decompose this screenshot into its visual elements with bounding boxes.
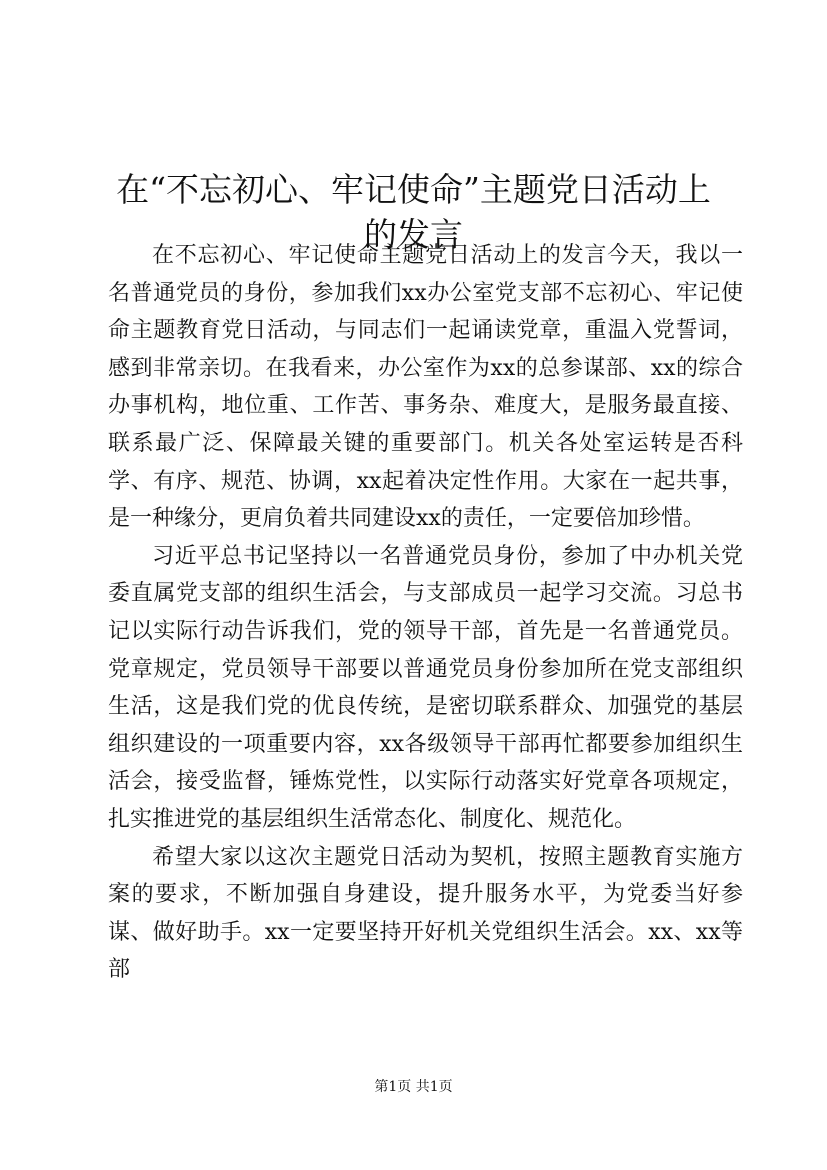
document-title: 在“不忘初心、牢记使命”主题党日活动上的发言 — [116, 170, 711, 255]
paragraph-1: 在不忘初心、牢记使命主题党日活动上的发言今天，我以一名普通党员的身份，参加我们xx办公室党支部不忘初心、牢记使命主题教育党日活动，与同志们一起诵读党章，重温入党誓词，感到非常亲切。在我看来，办公室作为xx的总参谋部、xx的综合办事机构，地位重、工作苦、事务杂、难度大，是服务最直接、联系最广泛、保障最关键的重要部门。机关各处室运转是否科学、有序、规范、协调，xx起着决定性作用。大家在一起共事，是一种缘分，更肩负着共同建设xx的责任，一定要倍加珍惜。 — [108, 243, 743, 532]
page-number-footer: 第1页 共1页 — [374, 1079, 453, 1095]
document-body — [108, 237, 743, 989]
paragraph-3: 希望大家以这次主题党日活动为契机，按照主题教育实施方案的要求，不断加强自身建设，提升服务水平，为党委当好参谋、做好助手。xx一定要坚持开好机关党组织生活会。xx、xx等部 — [108, 844, 743, 983]
paragraph-2: 习近平总书记坚持以一名普通党员身份，参加了中办机关党委直属党支部的组织生活会，与支部成员一起学习交流。习总书记以实际行动告诉我们，党的领导干部，首先是一名普通党员。党章规定，党员领导干部要以普通党员身份参加所在党支部组织生活，这是我们党的优良传统，是密切联系群众、加强党的基层组织建设的一项重要内容，xx各级领导干部再忙都要参加组织生活会，接受监督，锤炼党性，以实际行动落实好党章各项规定，扎实推进党的基层组织生活常态化、制度化、规范化。 — [108, 543, 743, 832]
